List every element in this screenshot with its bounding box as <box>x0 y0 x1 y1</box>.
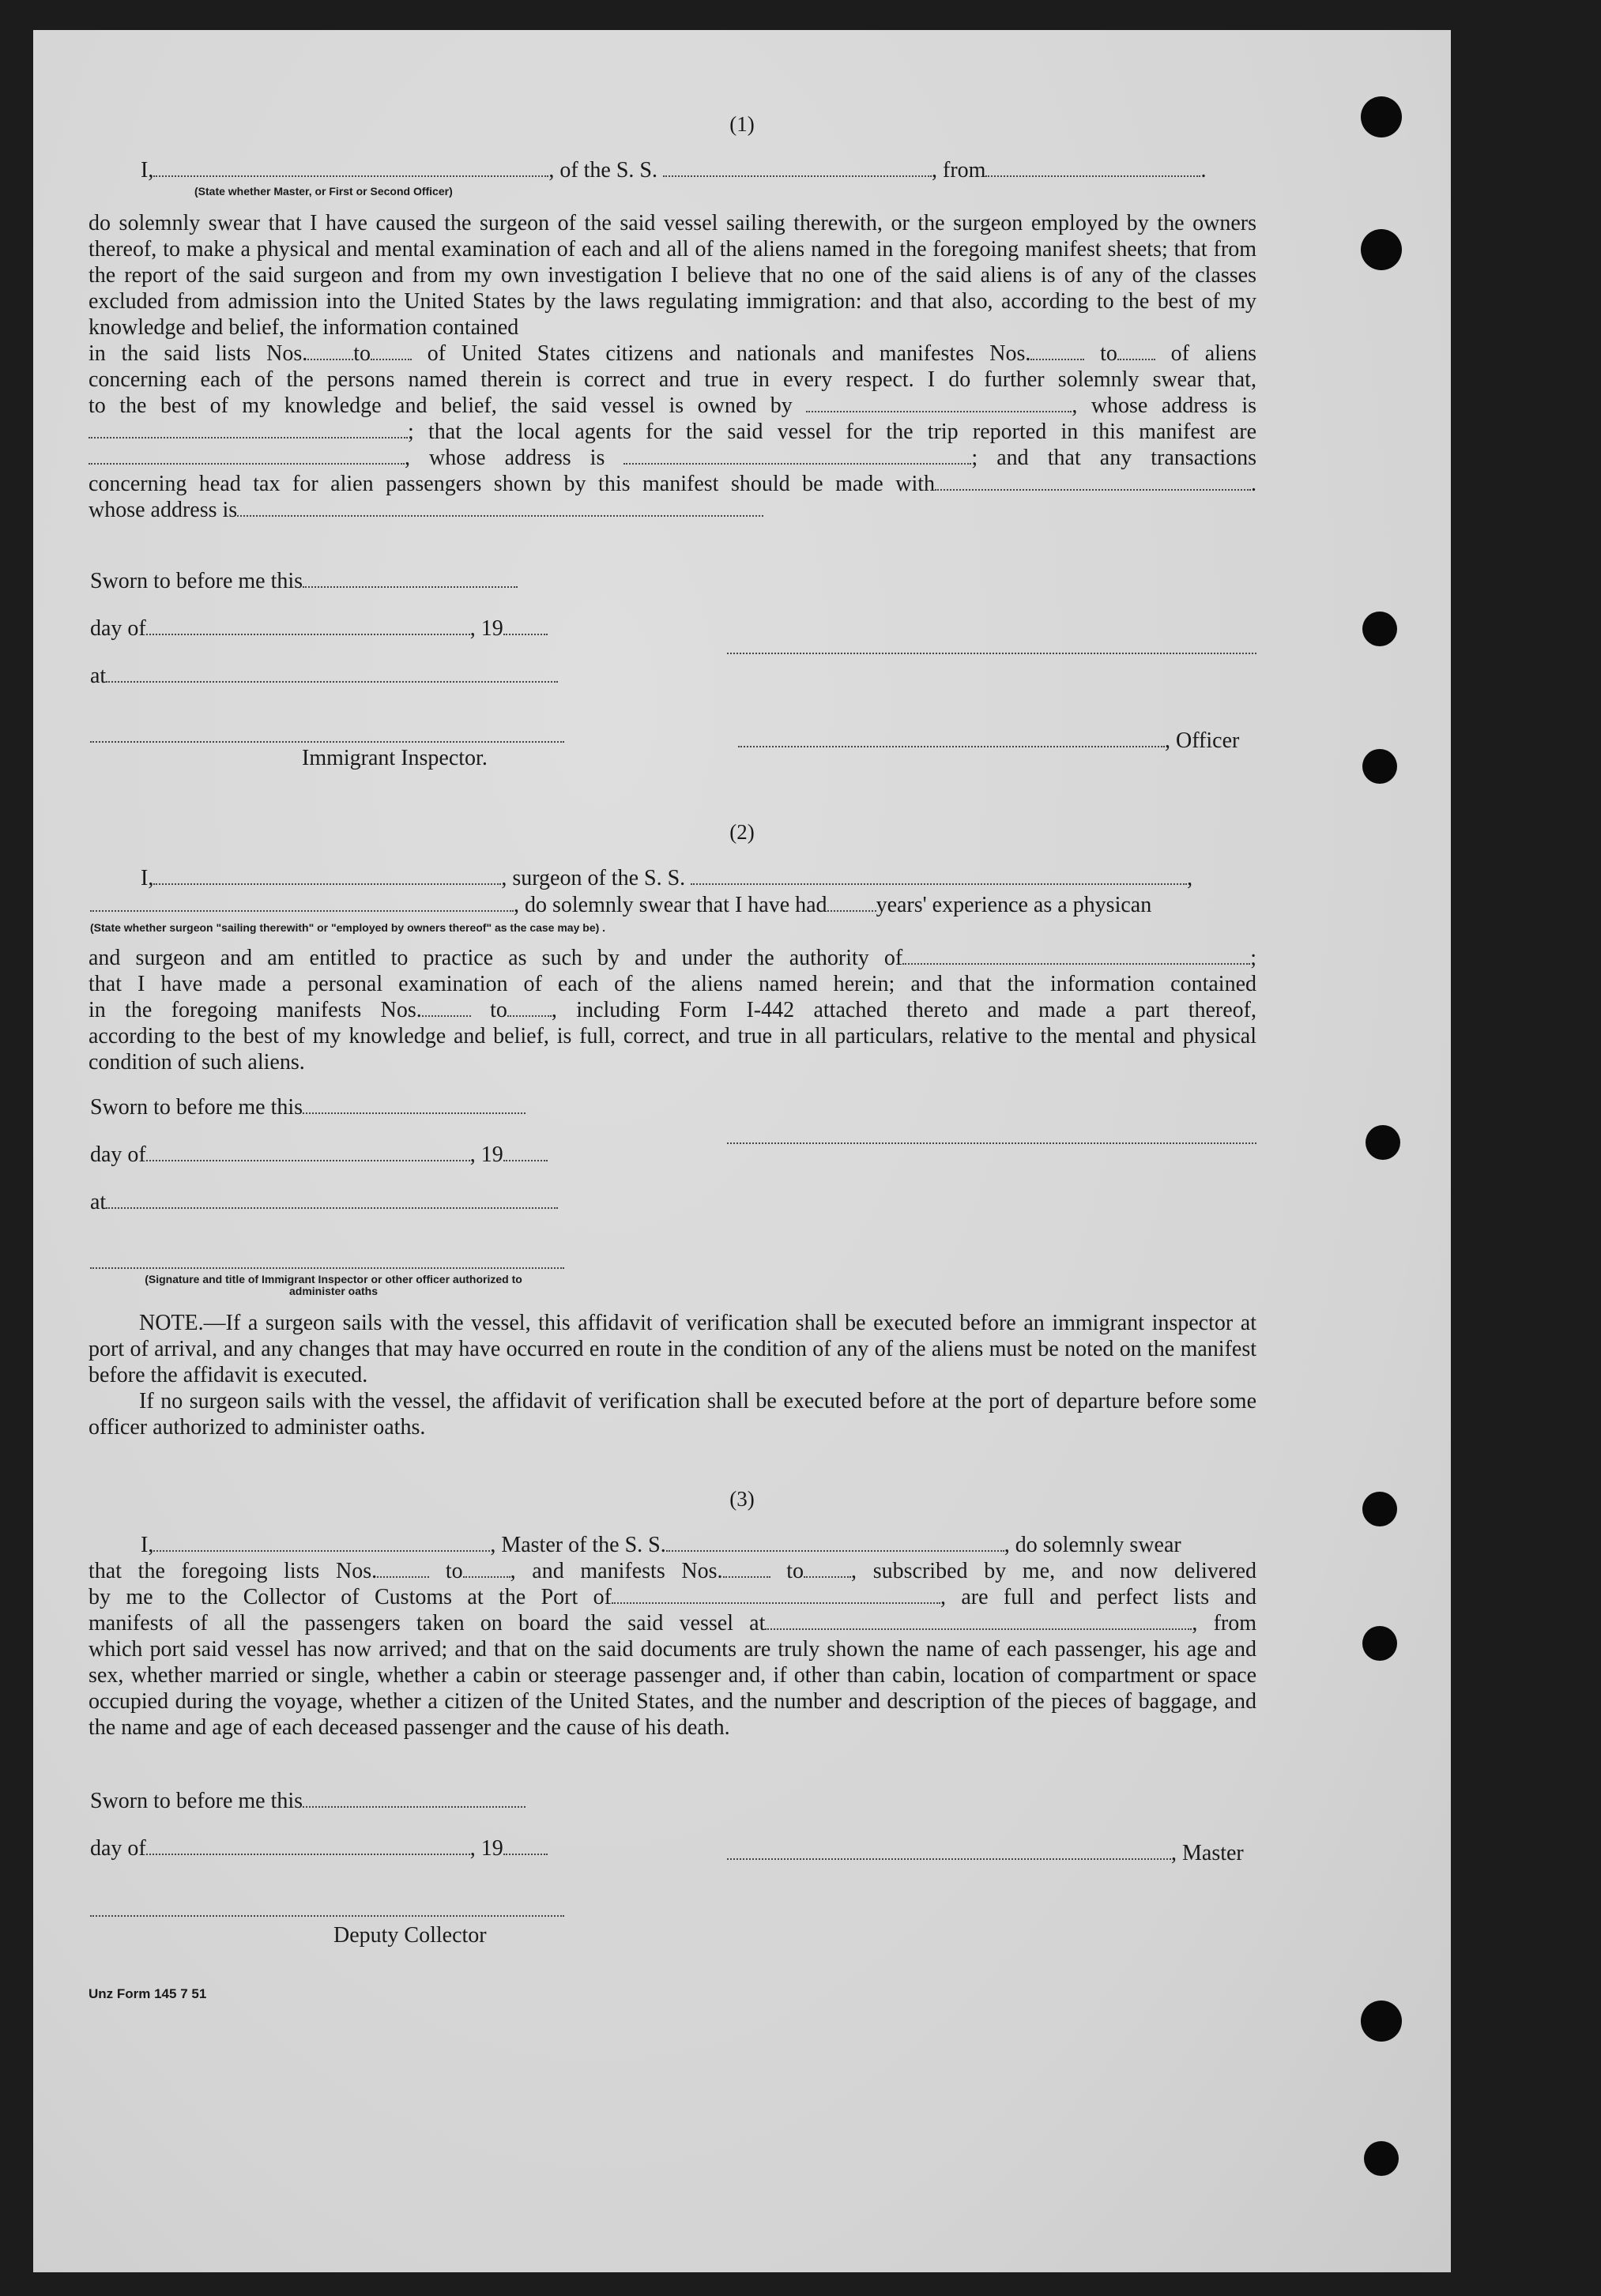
s3-vessel-blank <box>666 1533 1004 1552</box>
s1-inspector-rule <box>90 741 564 743</box>
year-blank <box>503 616 548 635</box>
s1-from-label: , from <box>932 158 986 183</box>
s1-body <box>89 210 1256 523</box>
list-from-blank <box>307 341 353 360</box>
s3-manifest-from-blank <box>723 1559 770 1578</box>
list-to-blank <box>371 341 412 360</box>
manifest-to-blank <box>1117 341 1155 360</box>
s2-at-place-blank <box>106 1190 558 1209</box>
surgeon-status-blank <box>90 893 514 912</box>
note-surgeon-sails: NOTE.—If a surgeon sails with the vessel, this affidavit of verification shall be executed before an immigrant inspector at port of arrival, and any changes that may have occurred en route in the condition of any of the aliens must be noted on the manifest before the affidavit is executed. <box>89 1311 1256 1387</box>
s2-body <box>89 945 1256 1075</box>
boarding-port-blank <box>765 1611 1192 1630</box>
s1-lists-line: in the said lists Nos. to of United States citizens and nationals and manifestes Nos. to of aliens <box>89 341 1257 366</box>
s1-officer-note: (State whether Master, or First or Second Officer) <box>194 185 453 198</box>
s1-day-line: day of , 19 <box>90 616 548 642</box>
owner-blank <box>806 393 1072 412</box>
punch-hole <box>1366 1125 1400 1160</box>
owner-address-blank <box>89 420 408 438</box>
month-blank <box>146 616 470 635</box>
name-blank <box>153 158 548 177</box>
s2-month-blank <box>146 1142 470 1161</box>
s1-owned-line: to the best of my knowledge and belief, the said vessel is owned by , whose address is <box>89 393 1257 418</box>
head-tax-address-blank <box>237 498 763 517</box>
s3-list-to-blank <box>463 1559 510 1578</box>
s1-officer-line: , Officer <box>738 728 1239 754</box>
s3-line1: I, , Master of the S. S. , do solemnly swear <box>141 1533 1181 1557</box>
head-tax-blank <box>935 472 1251 491</box>
section-3-heading: (3) <box>729 1487 755 1511</box>
s1-agents-line: ; that the local agents for the said vessel for the trip reported in this manifest are <box>89 419 1256 445</box>
s3-collector-line: by me to the Collector of Customs at the Port of , are full and perfect lists and <box>89 1585 1256 1609</box>
s3-deputy-label: Deputy Collector <box>333 1923 487 1948</box>
s1-paragraph-b: concerning each of the persons named therein is correct and true in every respect. I do further solemnly swear that, <box>89 367 1256 392</box>
port-blank <box>985 158 1200 177</box>
s2-line1: I, , surgeon of the S. S. , <box>141 866 1193 890</box>
at-place-blank <box>106 664 558 683</box>
s1-i-label: I, <box>141 158 154 183</box>
agents-blank <box>89 446 405 465</box>
s2-manifest-from-blank <box>422 998 471 1017</box>
s3-master-line: , Master <box>727 1841 1244 1866</box>
s1-whose-address-line: whose address is <box>89 497 1256 523</box>
s2-auth-line: and surgeon and am entitled to practice as such by and under the authority of ; <box>89 946 1256 970</box>
s1-inspector-label: Immigrant Inspector. <box>302 746 488 770</box>
s1-of-ss-label: , of the S. S. <box>548 158 658 183</box>
s1-end: . <box>1200 158 1207 183</box>
s2-sworn-line: Sworn to before me this <box>90 1095 526 1120</box>
s2-paragraph-a: that I have made a personal examination of each of the aliens named herein; and that the information contained <box>89 972 1256 996</box>
agents-address-blank <box>623 446 971 465</box>
s3-year-blank <box>503 1836 548 1855</box>
section-1-heading: (1) <box>729 112 755 136</box>
punch-hole <box>1361 2001 1402 2042</box>
s2-line2: , do solemnly swear that I have had years' experience as a physican <box>90 893 1151 918</box>
s3-month-blank <box>146 1836 470 1855</box>
s3-sworn-line: Sworn to before me this <box>90 1789 526 1814</box>
s2-day-line: day of , 19 <box>90 1142 548 1168</box>
form-sheet <box>33 30 1451 2272</box>
s2-year-blank <box>503 1142 548 1161</box>
section-2-heading: (2) <box>729 820 755 844</box>
s3-sworn-date-blank <box>303 1789 526 1808</box>
s2-sworn-date-blank <box>303 1095 526 1114</box>
port-of-blank <box>612 1585 940 1604</box>
authority-blank <box>902 946 1250 965</box>
s1-tax-line: concerning head tax for alien passengers shown by this manifest should be made with . <box>89 472 1256 496</box>
s2-surgeon-note: (State whether surgeon "sailing therewith" or "employed by owners thereof" as the case may be) . <box>90 921 606 934</box>
master-name-blank <box>153 1533 490 1552</box>
punch-hole <box>1361 229 1402 270</box>
s1-paragraph-a: do solemnly swear that I have caused the surgeon of the said vessel sailing therewith, or the surgeon employed by the owners thereof, to make a physical and mental examination of each and all of the aliens named in the foregoing manifest sheets; that from the report of the said surgeon and from my own investigation I believe that no one of the said aliens is of any of the classes excluded from admission into the United States by the laws regulating immigration: and that also, according to the best of my knowledge and belief, the information contained <box>89 211 1256 340</box>
s2-signature-rule <box>727 1142 1256 1144</box>
punch-hole <box>1362 612 1397 646</box>
s2-inspector-rule <box>90 1267 564 1269</box>
surgeon-name-blank <box>153 866 501 885</box>
sworn-date-blank <box>303 569 518 588</box>
s3-manifest-to-blank <box>804 1559 851 1578</box>
s3-paragraph: which port said vessel has now arrived; and that on the said documents are truly shown the name of each passenger, his age and sex, whether married or single, whether a cabin or steerage passenger and, if other than cabin, location of compartment or space occupied during the voyage, whether a citizen of the United States, and the number and description of the pieces of baggage, and the name and age of each deceased passenger and the cause of his death. <box>89 1637 1256 1740</box>
s1-at-line: at <box>90 664 558 689</box>
officer-signature-blank <box>738 728 1165 747</box>
manifest-from-blank <box>1030 341 1084 360</box>
s2-at-line: at <box>90 1190 558 1215</box>
s3-board-line: manifests of all the passengers taken on board the said vessel at , from <box>89 1611 1256 1635</box>
s3-day-line: day of , 19 <box>90 1836 548 1861</box>
note-no-surgeon: If no surgeon sails with the vessel, the affidavit of verification shall be executed before at the port of departure before some officer authorized to administer oaths. <box>89 1389 1256 1440</box>
s2-paragraph-b: according to the best of my knowledge and belief, is full, correct, and true in all particulars, relative to the mental and physical condition of such aliens. <box>89 1024 1256 1075</box>
s3-deputy-rule <box>90 1915 564 1917</box>
s3-list-from-blank <box>377 1559 429 1578</box>
s1-whose-line: , whose address is ; and that any transactions <box>89 445 1256 471</box>
punch-hole <box>1362 1626 1397 1661</box>
punch-hole <box>1362 749 1397 784</box>
punch-hole <box>1364 2141 1399 2176</box>
master-signature-blank <box>727 1841 1171 1860</box>
s2-notes <box>89 1310 1256 1440</box>
s2-manifest-to-blank <box>507 998 552 1017</box>
s2-signature-note: (Signature and title of Immigrant Inspector or other officer authorized to administer oaths <box>145 1273 522 1297</box>
form-identifier: Unz Form 145 7 51 <box>89 1986 207 2001</box>
s2-vessel-blank <box>691 866 1187 885</box>
s1-signature-rule <box>727 653 1256 654</box>
s1-sworn-line: Sworn to before me this <box>90 569 518 594</box>
s1-line1 <box>141 158 1206 183</box>
vessel-blank <box>663 158 932 177</box>
s2-manifest-line: in the foregoing manifests Nos. to , including Form I-442 attached thereto and made a part thereof, <box>89 998 1256 1022</box>
s3-lists-line: that the foregoing lists Nos. to , and manifests Nos. to , subscribed by me, and now delivered <box>89 1559 1257 1583</box>
years-blank <box>827 893 876 912</box>
s3-body <box>89 1558 1256 1741</box>
